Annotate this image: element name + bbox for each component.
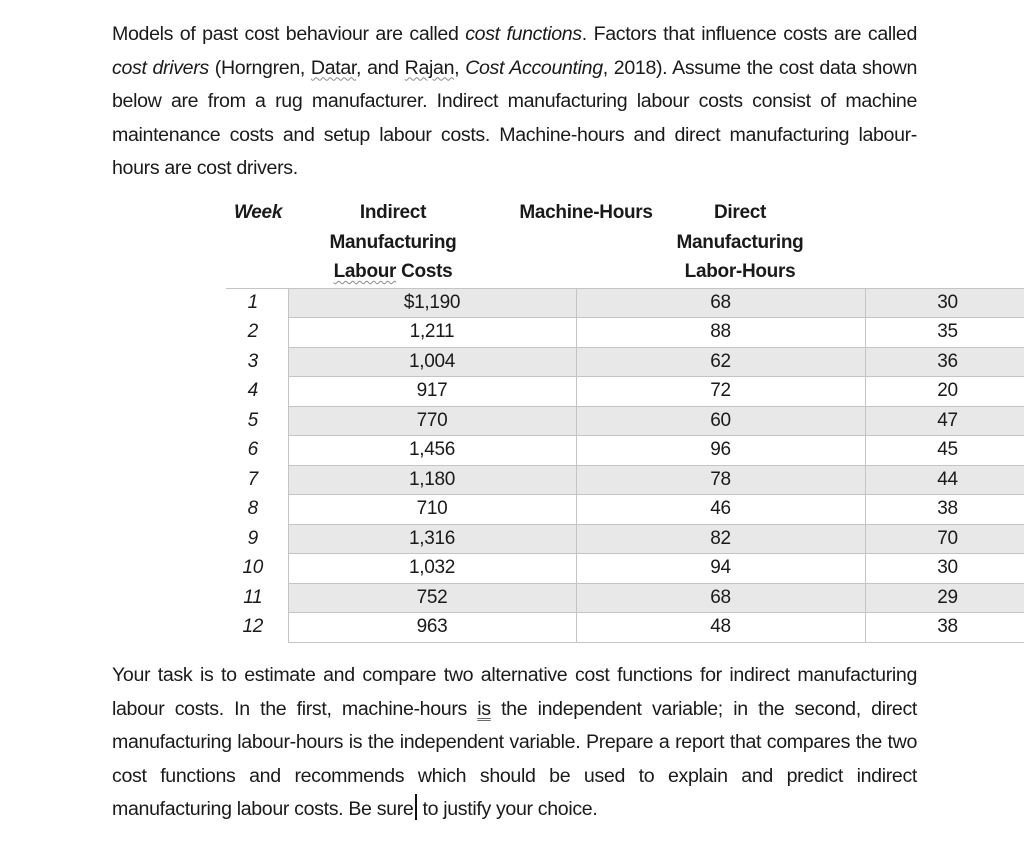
cell-indirect-cost: 1,180 [288, 465, 576, 495]
task-text: Your task is to estimate and compare two alternative cost functions for indirect manufacturing labour costs. In the first, machine-hours [112, 664, 917, 720]
cell-indirect-cost: 963 [288, 613, 576, 643]
cell-indirect-cost: 1,004 [288, 347, 576, 377]
header-text: Costs [396, 261, 453, 282]
cell-machine-hours: 88 [576, 318, 865, 348]
table-row [226, 377, 1024, 407]
cell-labor-hours: 70 [865, 524, 1024, 554]
data-table [226, 288, 1024, 643]
cell-week: 11 [226, 583, 288, 613]
cell-week: 4 [226, 377, 288, 407]
task-paragraph[interactable] [112, 659, 917, 827]
intro-text: , 2018). Assume the cost data shown below are from a rug manufacturer. Indirect manufacturing labour costs consist of machine maintenance costs and setup labour costs. Machine-hours and direct manufacturing labour-hours are cost drivers. [112, 56, 917, 180]
spellcheck-flag-labour[interactable]: Labour [333, 261, 397, 282]
table-row [226, 554, 1024, 584]
term-cost-functions: cost functions [465, 23, 582, 45]
cell-week: 5 [226, 406, 288, 436]
term-cost-drivers: cost drivers [112, 56, 209, 79]
cell-labor-hours: 30 [865, 554, 1024, 584]
cell-machine-hours: 68 [576, 288, 865, 318]
intro-text: , [454, 56, 466, 79]
header-week: Week [234, 202, 283, 223]
cell-week: 3 [226, 347, 288, 377]
header-text: Manufacturing [676, 231, 804, 253]
cell-machine-hours: 46 [576, 495, 865, 525]
cell-week: 6 [226, 436, 288, 466]
cell-labor-hours: 20 [865, 377, 1024, 407]
cell-indirect-cost: 710 [288, 495, 576, 525]
cell-machine-hours: 94 [576, 554, 865, 584]
cell-labor-hours: 44 [865, 465, 1024, 495]
header-text [288, 257, 498, 287]
cell-indirect-cost: 1,456 [288, 436, 576, 466]
intro-text: (Horngren, [208, 56, 311, 79]
spellcheck-flag-rajan[interactable]: Rajan [404, 56, 455, 79]
cell-indirect-cost: 1,316 [288, 524, 576, 554]
cell-week: 9 [226, 524, 288, 554]
cell-machine-hours: 78 [576, 465, 865, 495]
table-row [226, 436, 1024, 466]
table-row [226, 495, 1024, 525]
cell-week: 1 [226, 288, 288, 318]
cell-week: 10 [226, 554, 288, 584]
spellcheck-flag-datar[interactable]: Datar [310, 56, 357, 79]
cell-labor-hours: 29 [865, 583, 1024, 613]
table-row [226, 465, 1024, 495]
cell-week: 7 [226, 465, 288, 495]
intro-text: Models of past cost behaviour are called [112, 23, 466, 45]
table-row [226, 288, 1024, 318]
cell-labor-hours: 45 [865, 436, 1024, 466]
table-row [226, 347, 1024, 377]
intro-text: , and [356, 56, 405, 79]
table-row [226, 318, 1024, 348]
cost-data-table [226, 198, 958, 643]
cell-indirect-cost: 917 [288, 377, 576, 407]
task-text: to justify your choice. [417, 798, 598, 821]
cell-indirect-cost: 1,211 [288, 318, 576, 348]
intro-paragraph[interactable] [112, 18, 917, 186]
book-title: Cost Accounting [465, 56, 603, 79]
table-row [226, 583, 1024, 613]
cell-week: 12 [226, 613, 288, 643]
header-direct-labor-hours [674, 198, 806, 287]
cell-machine-hours: 48 [576, 613, 865, 643]
cell-machine-hours: 68 [576, 583, 865, 613]
header-text: Direct [713, 202, 767, 223]
header-indirect-costs [288, 198, 498, 287]
header-text: Indirect [359, 202, 427, 223]
cell-machine-hours: 96 [576, 436, 865, 466]
cell-labor-hours: 35 [865, 318, 1024, 348]
cell-indirect-cost: 752 [288, 583, 576, 613]
cell-machine-hours: 62 [576, 347, 865, 377]
intro-text: . Factors that influence costs are called [581, 23, 917, 45]
header-machine-hours: Machine-Hours [519, 202, 653, 223]
cell-labor-hours: 38 [865, 613, 1024, 643]
cell-indirect-cost: 770 [288, 406, 576, 436]
cell-week: 8 [226, 495, 288, 525]
cell-indirect-cost: $1,190 [288, 288, 576, 318]
header-text: Manufacturing [329, 231, 457, 253]
table-header [226, 198, 806, 288]
cell-week: 2 [226, 318, 288, 348]
cell-machine-hours: 60 [576, 406, 865, 436]
cell-machine-hours: 82 [576, 524, 865, 554]
table-row [226, 613, 1024, 643]
cell-labor-hours: 38 [865, 495, 1024, 525]
cell-machine-hours: 72 [576, 377, 865, 407]
cell-labor-hours: 47 [865, 406, 1024, 436]
table-row [226, 524, 1024, 554]
cell-indirect-cost: 1,032 [288, 554, 576, 584]
grammar-flag-is[interactable]: is [477, 697, 491, 720]
cell-labor-hours: 30 [865, 288, 1024, 318]
task-text: the independent variable; in the second, direct manufacturing labour-hours is the independent variable. Prepare a report that compares the two cost functions and recommends which should be used to explain and predict indirect manufacturing labour costs. Be sure [112, 697, 917, 821]
header-text: Labor-Hours [684, 261, 796, 282]
table-row [226, 406, 1024, 436]
cell-labor-hours: 36 [865, 347, 1024, 377]
